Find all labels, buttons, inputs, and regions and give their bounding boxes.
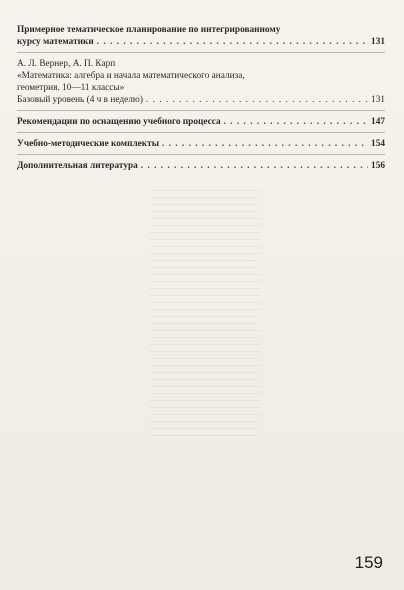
toc-entry-leader-line (17, 36, 385, 48)
toc-entry-leader-line (17, 94, 385, 106)
dot-leader (162, 138, 368, 150)
dot-leader (141, 160, 368, 172)
table-of-contents (17, 24, 385, 172)
toc-entry-title: Учебно-методические комплекты (17, 139, 159, 149)
toc-entry-literature[interactable] (17, 160, 385, 172)
toc-entry-equipment[interactable] (17, 116, 385, 128)
show-through-text (150, 190, 260, 440)
divider (17, 52, 385, 53)
page-number: 159 (354, 553, 383, 572)
divider (17, 132, 385, 133)
toc-page-number: 131 (371, 95, 385, 105)
toc-entry-leader-line (17, 138, 385, 150)
toc-page-number: 156 (371, 161, 385, 171)
toc-entry-leader-line (17, 160, 385, 172)
toc-entry-title: Рекомендации по оснащению учебного процесса (17, 117, 221, 127)
toc-entry-title-line: курсу математики (17, 37, 94, 47)
toc-page-number: 154 (371, 139, 385, 149)
toc-page-number: 131 (371, 37, 385, 47)
toc-entry-planning[interactable] (17, 24, 385, 48)
toc-entry-kits[interactable] (17, 138, 385, 150)
toc-entry-authors: А. Л. Вернер, А. П. Карп (17, 59, 116, 69)
toc-entry-title-line: геометрия. 10—11 классы» (17, 83, 125, 93)
toc-entry-title-line: «Математика: алгебра и начала математического анализа, (17, 71, 245, 81)
toc-entry-title-line: Базовый уровень (4 ч в неделю) (17, 95, 143, 105)
toc-entry-verner-karp[interactable] (17, 58, 385, 106)
toc-page-number: 147 (371, 117, 385, 127)
divider (17, 154, 385, 155)
divider (17, 110, 385, 111)
dot-leader (97, 36, 368, 48)
toc-entry-title: Дополнительная литература (17, 161, 138, 171)
toc-entry-title-line: Примерное тематическое планирование по интегрированному (17, 25, 281, 35)
toc-entry-leader-line (17, 116, 385, 128)
dot-leader (224, 116, 368, 128)
dot-leader (146, 94, 368, 106)
